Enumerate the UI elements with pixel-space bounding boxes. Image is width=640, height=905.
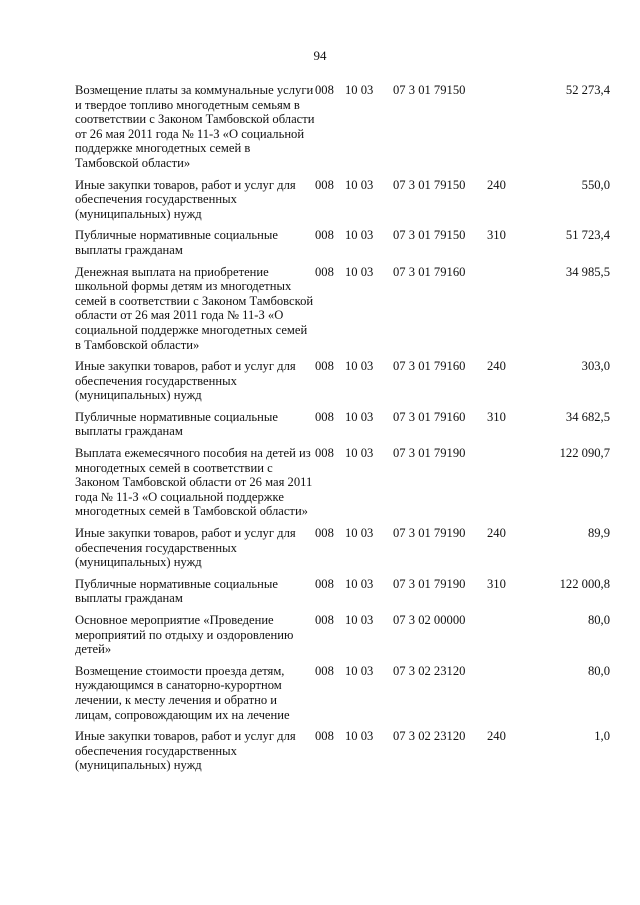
row-section: 10 03 bbox=[345, 729, 374, 744]
row-expense-type: 310 bbox=[487, 409, 506, 424]
row-amount: 51 723,4 bbox=[565, 228, 610, 243]
row-section: 10 03 bbox=[345, 264, 374, 279]
table-row bbox=[75, 410, 610, 446]
row-target-article: 07 3 01 79160 bbox=[393, 264, 466, 279]
table-row bbox=[75, 729, 610, 780]
page-number: 94 bbox=[313, 48, 327, 63]
row-name: Возмещение стоимости проезда детям, нуждающимся в санаторно-курортном лечении, к месту лечения и обратно и лицам, сопровождающим их на лечение bbox=[75, 663, 290, 722]
row-name: Иные закупки товаров, работ и услуг для обеспечения государственных (муниципальных) нужд bbox=[75, 177, 296, 221]
row-target-article: 07 3 02 23120 bbox=[393, 729, 466, 744]
row-section: 10 03 bbox=[345, 177, 374, 192]
budget-table bbox=[75, 83, 610, 780]
row-expense-type bbox=[487, 664, 523, 729]
row-section: 10 03 bbox=[345, 663, 374, 678]
row-expense-type bbox=[487, 613, 523, 664]
row-amount: 303,0 bbox=[581, 359, 610, 374]
table-row bbox=[75, 613, 610, 664]
row-amount: 550,0 bbox=[581, 177, 610, 192]
row-gr: 008 bbox=[315, 663, 334, 678]
row-gr: 008 bbox=[315, 576, 334, 591]
row-gr: 008 bbox=[315, 359, 334, 374]
row-name: Возмещение платы за коммунальные услуги и твердое топливо многодетным семьям в соответствии с Законом Тамбовской области от 26 мая 2011 года № 11-З «О социальной поддержке многодетных семей в Тамбовской области» bbox=[75, 83, 315, 170]
budget-table-body bbox=[75, 83, 610, 780]
row-name: Иные закупки товаров, работ и услуг для обеспечения государственных (муниципальных) нужд bbox=[75, 729, 296, 773]
row-expense-type bbox=[487, 265, 523, 360]
row-expense-type: 240 bbox=[487, 526, 506, 541]
table-row bbox=[75, 446, 610, 526]
row-target-article: 07 3 01 79150 bbox=[393, 177, 466, 192]
row-amount: 89,9 bbox=[587, 526, 610, 541]
row-amount: 80,0 bbox=[587, 613, 610, 627]
row-target-article: 07 3 01 79150 bbox=[393, 83, 466, 97]
row-section: 10 03 bbox=[345, 576, 374, 591]
row-target-article: 07 3 02 00000 bbox=[393, 613, 466, 627]
row-gr: 008 bbox=[315, 177, 334, 192]
row-expense-type: 310 bbox=[487, 576, 506, 591]
row-expense-type: 310 bbox=[487, 228, 506, 243]
table-row bbox=[75, 83, 610, 178]
row-name: Публичные нормативные социальные выплаты гражданам bbox=[75, 409, 278, 439]
row-amount: 80,0 bbox=[587, 663, 610, 678]
row-name: Иные закупки товаров, работ и услуг для обеспечения государственных (муниципальных) нужд bbox=[75, 359, 296, 403]
row-name: Выплата ежемесячного пособия на детей из многодетных семей в соответствии с Законом Тамбовской области от 26 мая 2011 года № 11-З «О социальной поддержке многодетных семей в Тамбовской области» bbox=[75, 446, 313, 519]
row-gr: 008 bbox=[315, 526, 334, 541]
row-gr: 008 bbox=[315, 83, 334, 97]
row-section: 10 03 bbox=[345, 409, 374, 424]
row-amount: 52 273,4 bbox=[565, 83, 610, 97]
row-name: Публичные нормативные социальные выплаты гражданам bbox=[75, 228, 278, 257]
row-expense-type: 240 bbox=[487, 177, 506, 192]
row-section: 10 03 bbox=[345, 526, 374, 541]
table-row bbox=[75, 664, 610, 729]
row-expense-type bbox=[487, 83, 523, 178]
row-target-article: 07 3 01 79190 bbox=[393, 576, 466, 591]
row-name: Основное мероприятие «Проведение мероприятий по отдыху и оздоровлению детей» bbox=[75, 613, 294, 657]
row-target-article: 07 3 01 79150 bbox=[393, 228, 466, 243]
table-row bbox=[75, 265, 610, 360]
table-row bbox=[75, 359, 610, 410]
row-target-article: 07 3 01 79160 bbox=[393, 409, 466, 424]
row-target-article: 07 3 02 23120 bbox=[393, 663, 466, 678]
row-expense-type: 240 bbox=[487, 729, 506, 744]
row-section: 10 03 bbox=[345, 446, 374, 461]
row-target-article: 07 3 01 79190 bbox=[393, 526, 466, 541]
row-target-article: 07 3 01 79160 bbox=[393, 359, 466, 374]
table-row bbox=[75, 577, 610, 613]
row-expense-type: 240 bbox=[487, 359, 506, 374]
row-section: 10 03 bbox=[345, 83, 374, 97]
row-name: Публичные нормативные социальные выплаты гражданам bbox=[75, 576, 278, 606]
row-target-article: 07 3 01 79190 bbox=[393, 446, 466, 461]
row-section: 10 03 bbox=[345, 228, 374, 243]
row-name: Иные закупки товаров, работ и услуг для обеспечения государственных (муниципальных) нужд bbox=[75, 526, 296, 570]
table-row bbox=[75, 526, 610, 577]
row-gr: 008 bbox=[315, 446, 334, 461]
row-gr: 008 bbox=[315, 409, 334, 424]
row-amount: 34 682,5 bbox=[565, 409, 610, 424]
table-row bbox=[75, 178, 610, 229]
table-row bbox=[75, 228, 610, 264]
row-section: 10 03 bbox=[345, 613, 374, 627]
row-amount: 1,0 bbox=[594, 729, 610, 744]
row-gr: 008 bbox=[315, 729, 334, 744]
row-expense-type bbox=[487, 446, 523, 526]
row-amount: 122 000,8 bbox=[559, 576, 610, 591]
row-gr: 008 bbox=[315, 613, 334, 627]
row-amount: 122 090,7 bbox=[559, 446, 610, 461]
row-section: 10 03 bbox=[345, 359, 374, 374]
row-name: Денежная выплата на приобретение школьной формы детям из многодетных семей в соответствии с Законом Тамбовской области от 26 мая 2011 года № 11-З «О социальной поддержке многодетных семей в Тамбовской области» bbox=[75, 264, 314, 352]
row-gr: 008 bbox=[315, 228, 334, 243]
row-gr: 008 bbox=[315, 264, 334, 279]
row-amount: 34 985,5 bbox=[565, 264, 610, 279]
